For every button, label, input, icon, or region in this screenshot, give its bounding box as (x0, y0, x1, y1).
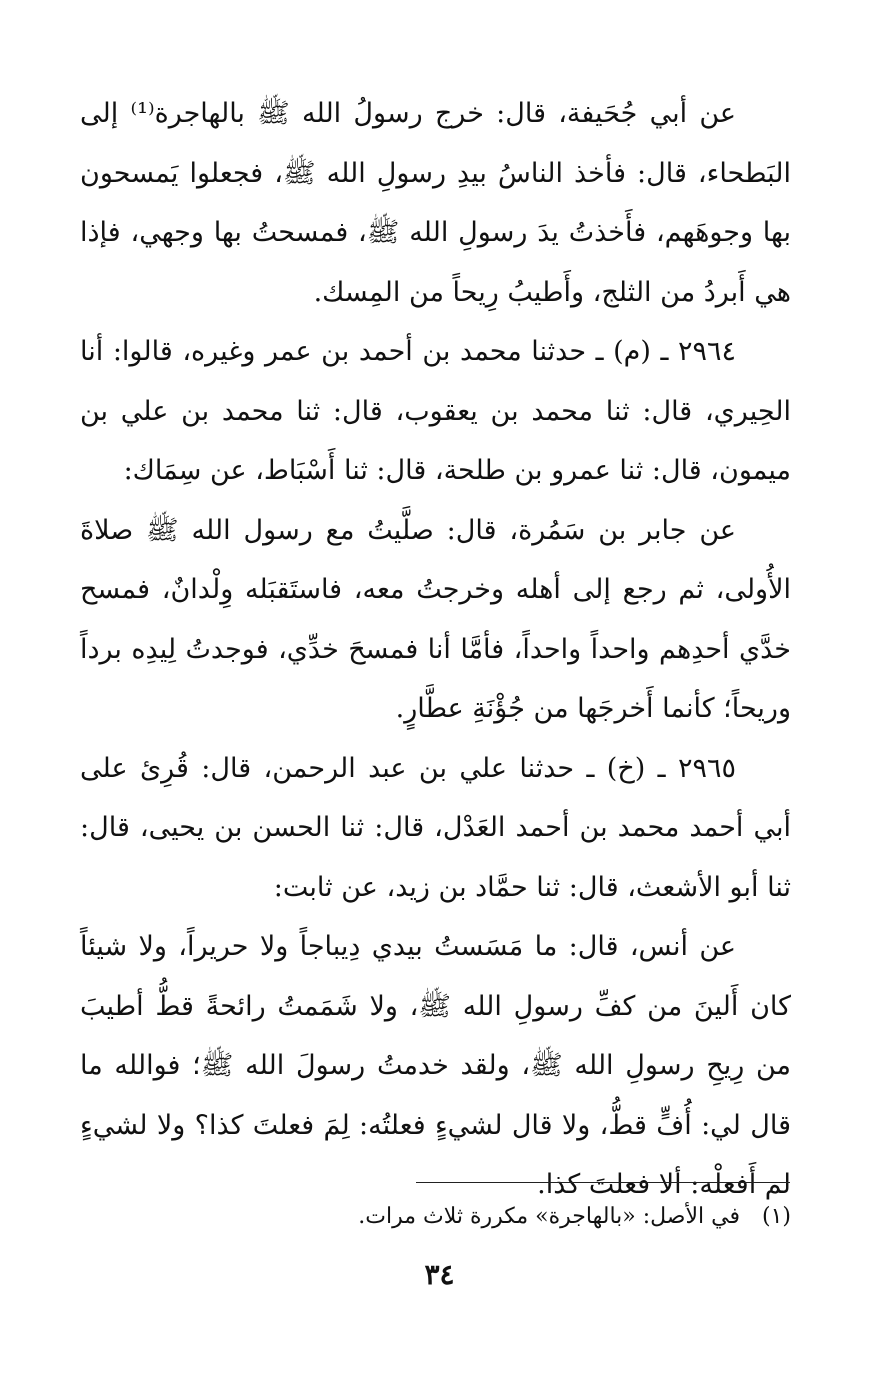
paragraph-isnad-2965: ٢٩٦٥ ـ (خ) ـ حدثنا علي بن عبد الرحمن، قال: قُرِئ على أبي أحمد محمد بن أحمد العَدْل، قال: ثنا الحسن بن يحيى، قال: ثنا أبو الأشعث، قال: ثنا حمَّاد بن زيد، عن ثابت: (80, 752, 791, 903)
paragraph-hadith-3: عن أنس، قال: ما مَسَستُ بيدي دِيباجاً ولا حريراً، ولا شيئاً كان أَلينَ من كفِّ رسولِ الله ﷺ، ولا شَمَمتُ رائحةً قطُّ أطيبَ من رِيحِ رسولِ الله ﷺ، ولقد خدمتُ رسولَ الله ﷺ؛ فوالله ما قال لي: أُفٍّ قطُّ، ولا قال لشيءٍ فعلتُه: لِمَ فعلتَ كذا؟ ولا لشيءٍ لم أَفعلْه: ألا فعلتَ كذا. (80, 931, 791, 1200)
page-number: ٣٤ (424, 1258, 455, 1291)
paragraph-isnad-2964: ٢٩٦٤ ـ (م) ـ حدثنا محمد بن أحمد بن عمر وغيره، قالوا: أنا الحِيري، قال: ثنا محمد بن يعقوب، قال: ثنا محمد بن علي بن ميمون، قال: ثنا عمرو بن طلحة، قال: ثنا أَسْبَاط، عن سِمَاك: (80, 336, 791, 486)
paragraph-hadith-1: عن أبي جُحَيفة، قال: خرج رسولُ الله ﷺ بالهاجرة⁽¹⁾ إلى البَطحاء، قال: فأخذ الناسُ بيدِ رسولِ الله ﷺ، فجعلوا يَمسحون بها وجوهَهم، فأَخذتُ يدَ رسولِ الله ﷺ، فمسحتُ بها وجهي، فإذا هي أَبردُ من الثلج، وأَطيبُ رِيحاً من المِسك. (80, 98, 791, 308)
footnote-text: في الأصل: «بالهاجرة» مكررة ثلاث مرات. (358, 1204, 740, 1229)
paragraph-hadith-2: عن جابر بن سَمُرة، قال: صلَّيتُ مع رسول الله ﷺ صلاةَ الأُولى، ثم رجع إلى أهله وخرجتُ معه، فاستَقبَله وِلْدانٌ، فمسح خدَّي أحدِهم واحداً واحداً، فأمَّا أنا فمسحَ خدِّي، فوجدتُ لِيدِه برداً وريحاً؛ كأنما أَخرجَها من جُؤْنَةِ عطَّارٍ. (80, 514, 791, 724)
footnote-number: (١) (761, 1204, 791, 1229)
footnote (80, 1200, 791, 1234)
footnote-divider (416, 1182, 790, 1183)
